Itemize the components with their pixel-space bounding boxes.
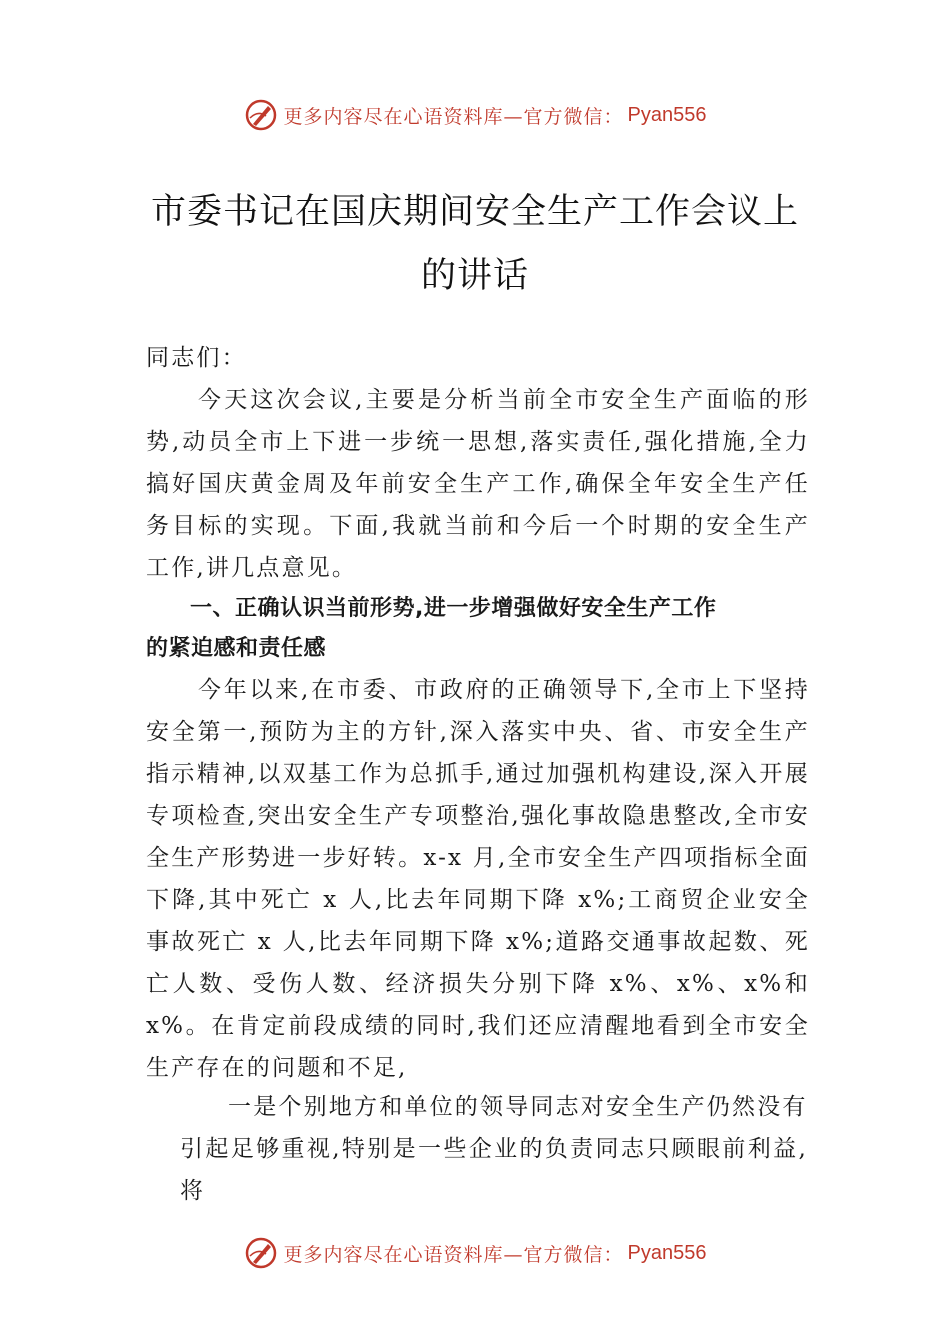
- pen-logo-icon: [244, 98, 278, 132]
- section-1-heading-line-2: 的紧迫感和责任感: [146, 636, 327, 661]
- salutation: 同志们：: [146, 345, 247, 371]
- document-title: [120, 180, 830, 308]
- banner-wechat-id: Pyan556: [627, 1241, 707, 1264]
- point-1-line-1: 一是个别地方和单位的领导同志对安全生产仍然没有: [228, 1094, 808, 1120]
- banner-text: 更多内容尽在心语资料库—官方微信：: [283, 1243, 624, 1266]
- document-body: [146, 337, 810, 1089]
- banner-wechat-id: Pyan556: [627, 103, 707, 126]
- point-1-line-2: 引起足够重视,特别是一些企业的负责同志只顾眼前利益,将: [180, 1136, 808, 1204]
- section-1-paragraph: 今年以来,在市委、市政府的正确领导下,全市上下坚持安全第一,预防为主的方针,深入落实中央、省、市安全生产指示精神,以双基工作为总抓手,通过加强机构建设,深入开展专项检查,突出安全生产专项整治,强化事故隐患整改,全市安全生产形势进一步好转。x-x 月,全市安全生产四项指标全面下降,其中死亡 x 人,比去年同期下降 x%;工商贸企业安全事故死亡 x 人,比去年同期下降 x%;道路交通事故起数、死亡人数、受伤人数、经济损失分别下降 x%、x%、x%和 x%。在肯定前段成绩的同时,我们还应清醒地看到全市安全生产存在的问题和不足,: [146, 677, 810, 1081]
- title-line-1: 市委书记在国庆期间安全生产工作会议上: [150, 192, 799, 232]
- header-banner: [0, 95, 950, 135]
- section-1-heading: [146, 589, 810, 669]
- banner-text: 更多内容尽在心语资料库—官方微信：: [283, 105, 624, 128]
- point-1-paragraph: [180, 1086, 808, 1212]
- intro-paragraph: 今天这次会议,主要是分析当前全市安全生产面临的形势,动员全市上下进一步统一思想,落实责任,强化措施,全力搞好国庆黄金周及年前安全生产工作,确保全年安全生产任务目标的实现。下面,我就当前和今后一个时期的安全生产工作,讲几点意见。: [146, 387, 810, 581]
- pen-logo-icon: [244, 1236, 278, 1270]
- section-1-heading-line-1: 一、正确认识当前形势,进一步增强做好安全生产工作: [190, 596, 717, 621]
- title-line-2: 的讲话: [420, 256, 529, 296]
- footer-banner: [0, 1233, 950, 1273]
